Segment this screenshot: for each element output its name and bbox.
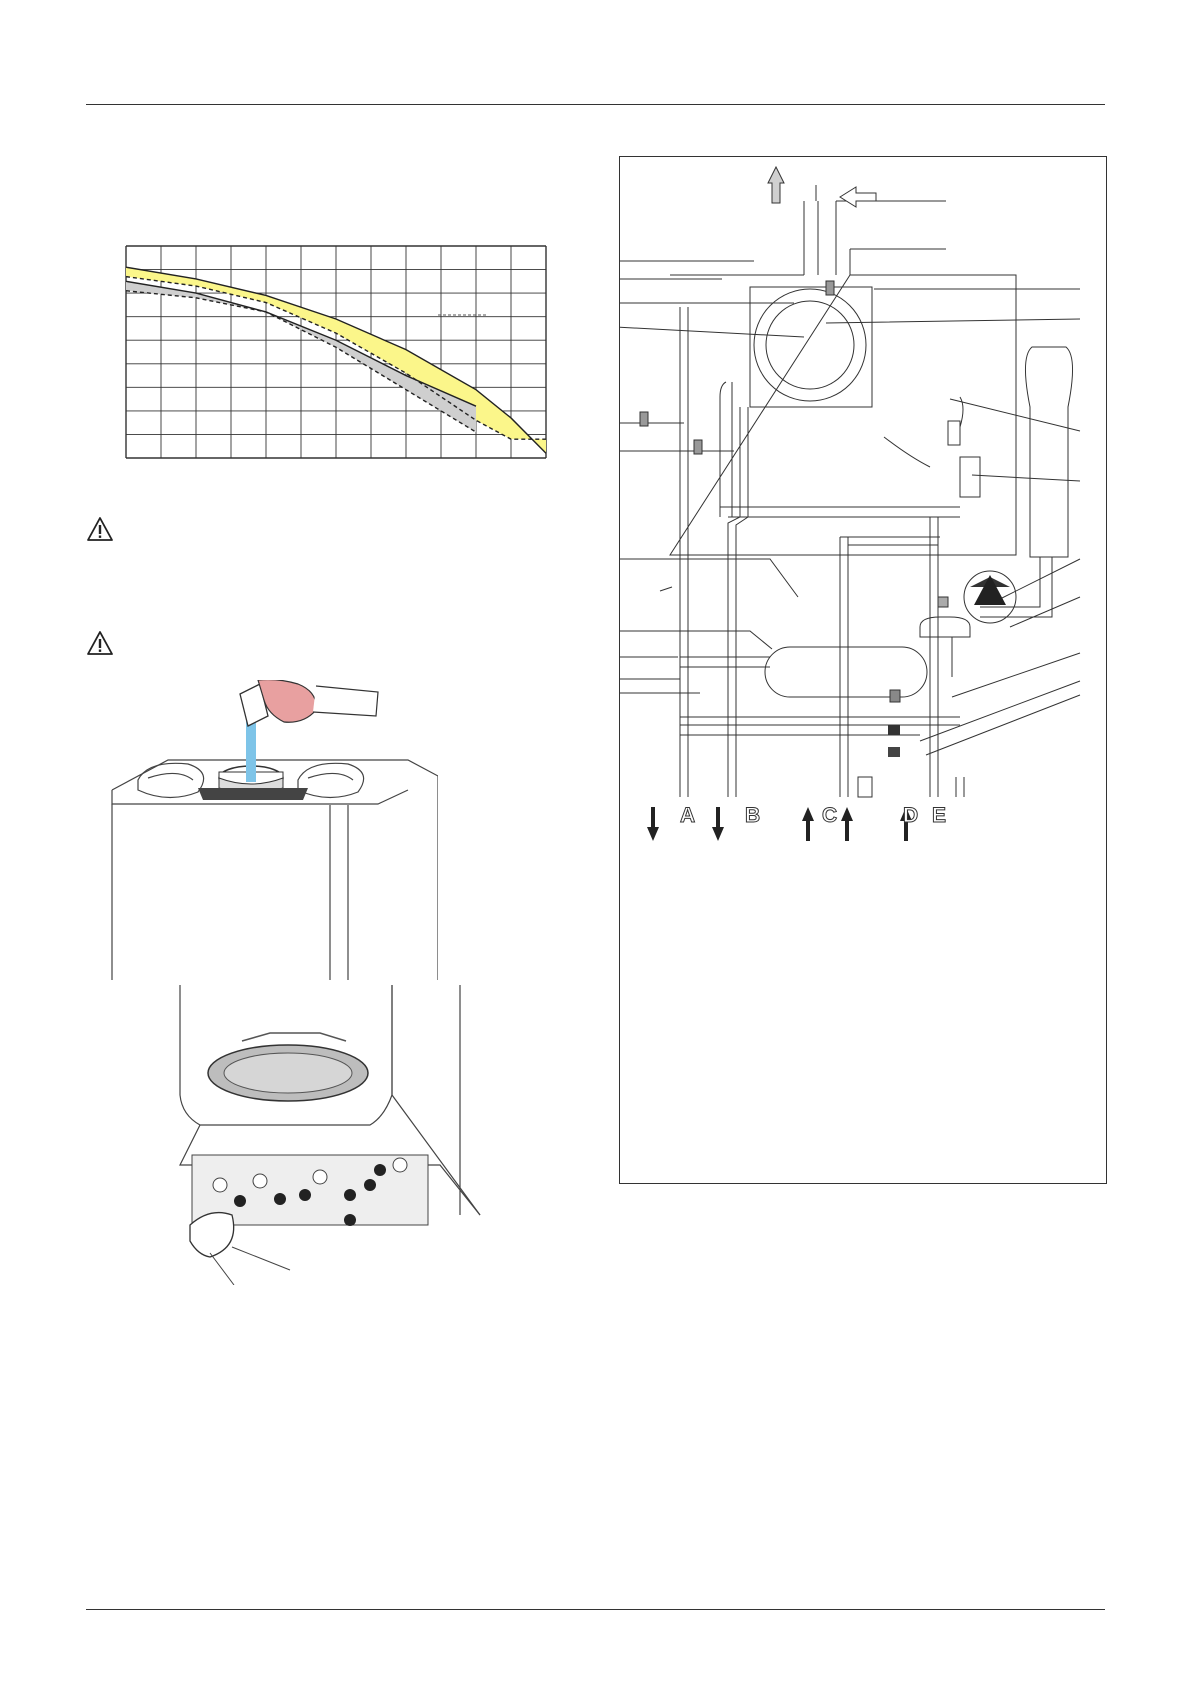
pour-water-illustration: [108, 680, 438, 980]
connection-label: C: [822, 804, 838, 827]
top-rule: [86, 104, 1105, 105]
connection-label: E: [932, 804, 947, 827]
access-panel-illustration: [170, 985, 490, 1285]
warning-icon: [86, 516, 114, 542]
connection-label: A: [680, 804, 696, 827]
connection-label: B: [745, 804, 761, 827]
warning-icon: [86, 630, 114, 656]
bottom-rule: [86, 1609, 1105, 1610]
pump-curve-chart: [120, 240, 550, 460]
connection-label: D: [903, 804, 919, 827]
hydraulic-schematic: [620, 157, 1106, 1183]
hydraulic-diagram: [619, 156, 1107, 1184]
